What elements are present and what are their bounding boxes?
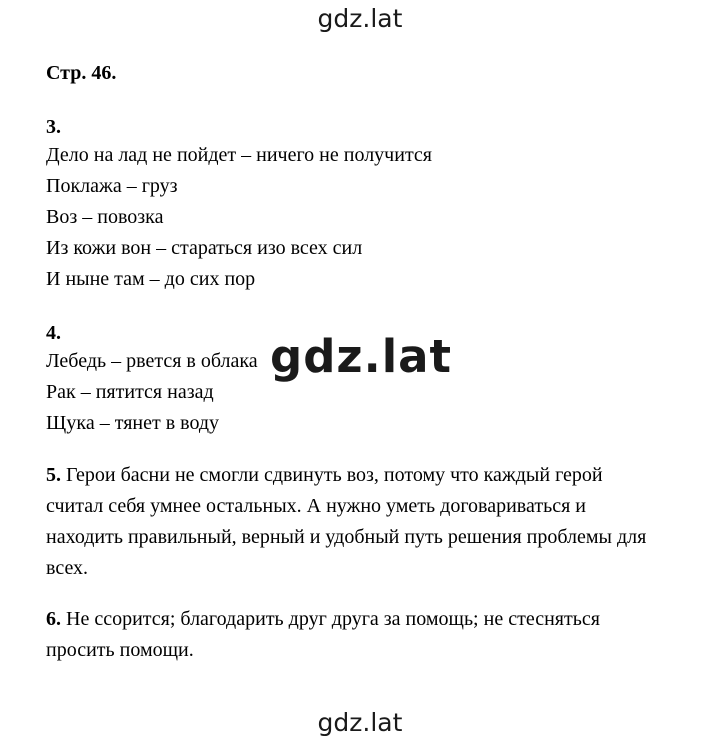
task4-number: 4. [46,322,61,344]
task6-text: Не ссорится; благодарить друг друга за помощь; не стесняться [61,608,600,630]
task5-line: считал себя умнее остальных. А нужно уметь договариваться и [46,495,586,517]
task3-number: 3. [46,116,61,138]
watermark-bottom: gdz.lat [317,708,403,737]
task4-line: Рак – пятится назад [46,381,214,403]
task3-line: Дело на лад не пойдет – ничего не получится [46,144,433,166]
watermark-middle: gdz.lat [270,330,453,383]
task5-line: находить правильный, верный и удобный путь решения проблемы для [46,526,647,548]
task3-line: Поклажа – груз [46,175,178,197]
task5-number: 5. [46,464,61,486]
task5-text: Герои басни не смогли сдвинуть воз, потому что каждый герой [61,464,603,486]
task6-line [46,604,600,635]
task5-line: всех. [46,557,89,579]
task4-line: Щука – тянет в воду [46,412,220,434]
task5-line [46,460,603,491]
watermark-top: gdz.lat [317,4,403,33]
task3-line: И ныне там – до сих пор [46,268,256,290]
task3-line: Воз – повозка [46,206,164,228]
task3-line: Из кожи вон – стараться изо всех сил [46,237,363,259]
task6-line: просить помощи. [46,639,194,661]
page-label: Стр. 46. [46,62,117,84]
task6-number: 6. [46,608,61,630]
task4-line: Лебедь – рвется в облака [46,350,258,372]
